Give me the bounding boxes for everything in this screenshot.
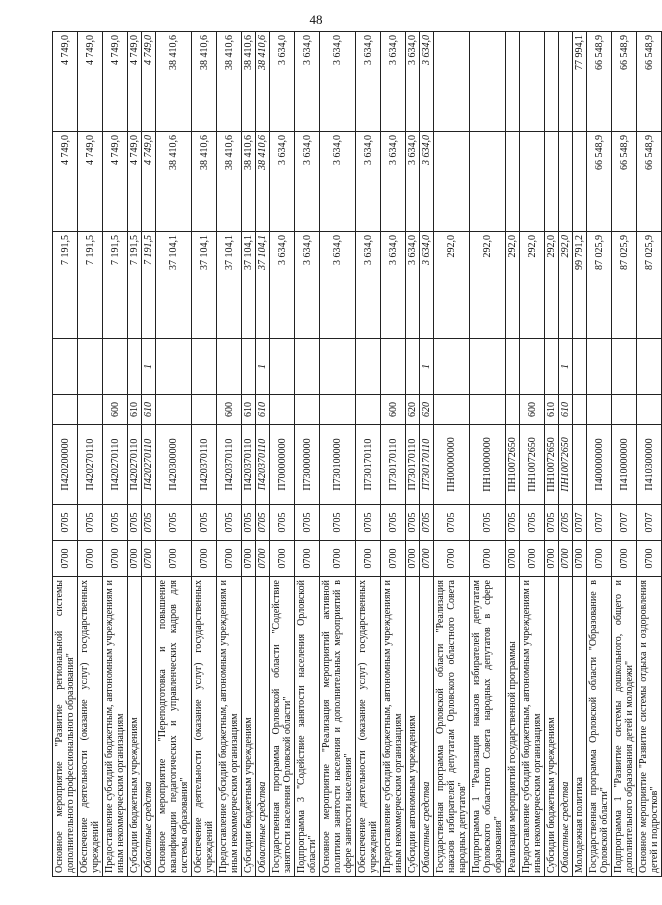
row-section-cell: 0700 xyxy=(128,541,142,577)
row-section-cell: 0700 xyxy=(295,541,320,577)
row-funding-source-cell xyxy=(53,339,78,395)
table-row xyxy=(295,32,320,877)
row-subsection-cell: 0705 xyxy=(520,505,545,541)
table-row xyxy=(406,32,420,877)
row-section-cell: 0700 xyxy=(78,541,103,577)
row-name-cell: Обеспечение деятельности (оказание услуг) государственных учреждений xyxy=(78,577,103,877)
row-expense-type-cell: 600 xyxy=(217,395,242,425)
row-section-cell: 0700 xyxy=(573,541,587,577)
row-subsection-cell: 0705 xyxy=(192,505,217,541)
row-section-cell: 0700 xyxy=(103,541,128,577)
row-subsection-cell: 0707 xyxy=(587,505,612,541)
row-expense-type-cell xyxy=(320,395,356,425)
row-subsection-cell: 0705 xyxy=(270,505,295,541)
row-section-cell: 0700 xyxy=(53,541,78,577)
row-target-article-cell: П730170110 xyxy=(406,425,420,505)
table-row xyxy=(320,32,356,877)
row-amount-1-cell: 292,0 xyxy=(506,232,520,339)
row-funding-source-cell xyxy=(406,339,420,395)
row-expense-type-cell xyxy=(192,395,217,425)
row-subsection-cell: 0705 xyxy=(470,505,506,541)
row-funding-source-cell xyxy=(103,339,128,395)
row-name-cell: Предоставление субсидий бюджетным, автономным учреждениям и иным некоммерческим организациям xyxy=(381,577,406,877)
row-amount-3-cell: 3 634,0 xyxy=(420,32,434,132)
row-amount-1-cell: 37 104,1 xyxy=(217,232,242,339)
row-section-cell: 0700 xyxy=(420,541,434,577)
row-name-cell: Государственная программа Орловской области "Образование в Орловской области" xyxy=(587,577,612,877)
row-subsection-cell: 0705 xyxy=(381,505,406,541)
row-name-cell: Основное мероприятие "Реализация мероприятий активной политики занятости населения и дополнительных мероприятий в сфере занятости населения" xyxy=(320,577,356,877)
table-row xyxy=(587,32,612,877)
row-amount-3-cell: 4 749,0 xyxy=(128,32,142,132)
row-amount-3-cell: 77 994,1 xyxy=(573,32,587,132)
row-amount-1-cell: 3 634,0 xyxy=(270,232,295,339)
row-funding-source-cell xyxy=(637,339,662,395)
row-name-cell: Реализация мероприятий государственной программы xyxy=(506,577,520,877)
row-name-cell: Областные средства xyxy=(420,577,434,877)
row-amount-3-cell xyxy=(559,32,573,132)
row-amount-1-cell: 87 025,9 xyxy=(637,232,662,339)
row-amount-1-cell: 87 025,9 xyxy=(612,232,637,339)
row-section-cell: 0700 xyxy=(434,541,470,577)
row-amount-2-cell: 38 410,6 xyxy=(192,132,217,232)
row-funding-source-cell xyxy=(78,339,103,395)
row-amount-1-cell: 292,0 xyxy=(470,232,506,339)
row-target-article-cell: ПН10072650 xyxy=(559,425,573,505)
row-amount-3-cell xyxy=(470,32,506,132)
row-expense-type-cell: 610 xyxy=(256,395,270,425)
row-subsection-cell: 0705 xyxy=(128,505,142,541)
row-amount-3-cell xyxy=(506,32,520,132)
row-target-article-cell: П410300000 xyxy=(637,425,662,505)
table-row xyxy=(434,32,470,877)
row-name-cell: Субсидии бюджетным учреждениям xyxy=(242,577,256,877)
table-row xyxy=(53,32,78,877)
row-amount-3-cell xyxy=(520,32,545,132)
row-amount-3-cell: 4 749,0 xyxy=(78,32,103,132)
row-amount-1-cell: 7 191,5 xyxy=(103,232,128,339)
budget-table-container xyxy=(52,32,660,877)
table-row xyxy=(573,32,587,877)
row-amount-2-cell: 4 749,0 xyxy=(142,132,156,232)
row-amount-2-cell: 66 548,9 xyxy=(587,132,612,232)
row-expense-type-cell: 600 xyxy=(381,395,406,425)
row-section-cell: 0700 xyxy=(381,541,406,577)
row-amount-2-cell: 66 548,9 xyxy=(637,132,662,232)
row-funding-source-cell xyxy=(217,339,242,395)
row-expense-type-cell xyxy=(156,395,192,425)
row-amount-2-cell: 66 548,9 xyxy=(612,132,637,232)
row-amount-1-cell: 3 634,0 xyxy=(320,232,356,339)
row-amount-3-cell: 38 410,6 xyxy=(242,32,256,132)
row-amount-3-cell: 4 749,0 xyxy=(53,32,78,132)
row-funding-source-cell xyxy=(434,339,470,395)
row-name-cell: Субсидии автономным учреждениям xyxy=(406,577,420,877)
row-name-cell: Субсидии бюджетным учреждениям xyxy=(128,577,142,877)
table-row xyxy=(103,32,128,877)
row-amount-2-cell: 38 410,6 xyxy=(156,132,192,232)
row-amount-1-cell: 3 634,0 xyxy=(295,232,320,339)
row-subsection-cell: 0705 xyxy=(242,505,256,541)
row-expense-type-cell xyxy=(587,395,612,425)
row-amount-3-cell: 38 410,6 xyxy=(192,32,217,132)
row-target-article-cell: П420370110 xyxy=(217,425,242,505)
row-section-cell: 0700 xyxy=(356,541,381,577)
row-amount-2-cell xyxy=(573,132,587,232)
row-subsection-cell: 0705 xyxy=(103,505,128,541)
row-section-cell: 0700 xyxy=(217,541,242,577)
row-amount-3-cell: 38 410,6 xyxy=(217,32,242,132)
row-amount-2-cell: 4 749,0 xyxy=(78,132,103,232)
row-amount-2-cell: 3 634,0 xyxy=(420,132,434,232)
row-name-cell: Подпрограмма 1 "Развитие системы дошкольного, общего и дополнительного образования детей и молодежи" xyxy=(612,577,637,877)
row-amount-3-cell xyxy=(434,32,470,132)
row-subsection-cell: 0705 xyxy=(142,505,156,541)
row-amount-2-cell: 4 749,0 xyxy=(128,132,142,232)
row-section-cell: 0700 xyxy=(142,541,156,577)
row-subsection-cell: 0707 xyxy=(637,505,662,541)
row-funding-source-cell xyxy=(587,339,612,395)
row-name-cell: Основное мероприятие "Развитие системы отдыха и оздоровления детей и подростков" xyxy=(637,577,662,877)
row-expense-type-cell xyxy=(270,395,295,425)
row-subsection-cell: 0705 xyxy=(78,505,103,541)
row-target-article-cell: П420300000 xyxy=(156,425,192,505)
row-subsection-cell: 0705 xyxy=(53,505,78,541)
row-amount-2-cell: 4 749,0 xyxy=(53,132,78,232)
row-subsection-cell: 0705 xyxy=(506,505,520,541)
row-funding-source-cell xyxy=(320,339,356,395)
row-amount-2-cell: 38 410,6 xyxy=(217,132,242,232)
row-subsection-cell: 0705 xyxy=(295,505,320,541)
row-funding-source-cell xyxy=(381,339,406,395)
table-row xyxy=(217,32,242,877)
row-amount-1-cell: 37 104,1 xyxy=(256,232,270,339)
row-amount-2-cell xyxy=(520,132,545,232)
row-section-cell: 0700 xyxy=(587,541,612,577)
row-amount-1-cell: 3 634,0 xyxy=(420,232,434,339)
row-section-cell: 0700 xyxy=(559,541,573,577)
budget-table xyxy=(52,31,662,877)
row-target-article-cell: П730170110 xyxy=(381,425,406,505)
row-name-cell: Основное мероприятие "Развитие региональной системы дополнительного профессионального образования" xyxy=(53,577,78,877)
row-amount-2-cell: 3 634,0 xyxy=(406,132,420,232)
row-amount-3-cell: 38 410,6 xyxy=(156,32,192,132)
row-amount-3-cell: 3 634,0 xyxy=(381,32,406,132)
page-number: 48 xyxy=(309,12,323,27)
row-target-article-cell: ПН00000000 xyxy=(434,425,470,505)
row-expense-type-cell xyxy=(637,395,662,425)
row-expense-type-cell: 610 xyxy=(545,395,559,425)
row-amount-1-cell: 99 791,2 xyxy=(573,232,587,339)
row-expense-type-cell xyxy=(470,395,506,425)
row-expense-type-cell xyxy=(506,395,520,425)
row-expense-type-cell xyxy=(78,395,103,425)
row-amount-1-cell: 292,0 xyxy=(520,232,545,339)
row-amount-2-cell: 38 410,6 xyxy=(256,132,270,232)
table-row xyxy=(381,32,406,877)
row-section-cell: 0700 xyxy=(256,541,270,577)
row-name-cell: Предоставление субсидий бюджетным, автономным учреждениям и иным некоммерческим организациям xyxy=(520,577,545,877)
row-section-cell: 0700 xyxy=(406,541,420,577)
row-target-article-cell: П730000000 xyxy=(295,425,320,505)
row-expense-type-cell: 610 xyxy=(128,395,142,425)
row-name-cell: Областные средства xyxy=(142,577,156,877)
row-subsection-cell: 0705 xyxy=(356,505,381,541)
row-funding-source-cell xyxy=(270,339,295,395)
row-amount-2-cell: 4 749,0 xyxy=(103,132,128,232)
row-amount-1-cell: 7 191,5 xyxy=(142,232,156,339)
row-subsection-cell: 0705 xyxy=(406,505,420,541)
row-amount-3-cell xyxy=(545,32,559,132)
row-amount-1-cell: 37 104,1 xyxy=(156,232,192,339)
row-name-cell: Субсидии бюджетным учреждениям xyxy=(545,577,559,877)
row-amount-1-cell: 292,0 xyxy=(559,232,573,339)
table-row xyxy=(470,32,506,877)
row-target-article-cell: П420200000 xyxy=(53,425,78,505)
row-funding-source-cell xyxy=(545,339,559,395)
table-row xyxy=(242,32,256,877)
row-expense-type-cell xyxy=(356,395,381,425)
row-target-article-cell: П730100000 xyxy=(320,425,356,505)
row-amount-3-cell: 66 548,9 xyxy=(612,32,637,132)
row-name-cell: Молодежная политика xyxy=(573,577,587,877)
row-amount-2-cell: 3 634,0 xyxy=(381,132,406,232)
row-amount-2-cell: 3 634,0 xyxy=(295,132,320,232)
row-subsection-cell: 0705 xyxy=(434,505,470,541)
row-target-article-cell: ПН10072650 xyxy=(545,425,559,505)
row-section-cell: 0700 xyxy=(320,541,356,577)
table-row xyxy=(612,32,637,877)
table-row xyxy=(545,32,559,877)
row-target-article-cell: ПН10072650 xyxy=(506,425,520,505)
row-amount-1-cell: 3 634,0 xyxy=(406,232,420,339)
row-expense-type-cell xyxy=(612,395,637,425)
row-amount-3-cell: 3 634,0 xyxy=(320,32,356,132)
row-target-article-cell: П420270110 xyxy=(128,425,142,505)
row-amount-1-cell: 3 634,0 xyxy=(356,232,381,339)
row-section-cell: 0700 xyxy=(242,541,256,577)
row-amount-2-cell xyxy=(470,132,506,232)
row-name-cell: Областные средства xyxy=(559,577,573,877)
row-funding-source-cell xyxy=(470,339,506,395)
row-amount-2-cell: 3 634,0 xyxy=(270,132,295,232)
row-target-article-cell: П400000000 xyxy=(587,425,612,505)
row-amount-2-cell xyxy=(545,132,559,232)
row-amount-3-cell: 3 634,0 xyxy=(406,32,420,132)
row-amount-1-cell: 87 025,9 xyxy=(587,232,612,339)
row-amount-2-cell xyxy=(506,132,520,232)
table-row xyxy=(420,32,434,877)
table-row xyxy=(156,32,192,877)
table-row xyxy=(637,32,662,877)
row-name-cell: Государственная программа Орловской области "Содействие занятости населения Орловской области" xyxy=(270,577,295,877)
row-target-article-cell: П420370110 xyxy=(242,425,256,505)
row-amount-1-cell: 3 634,0 xyxy=(381,232,406,339)
row-target-article-cell: П420370110 xyxy=(256,425,270,505)
row-subsection-cell: 0707 xyxy=(573,505,587,541)
row-amount-3-cell: 4 749,0 xyxy=(142,32,156,132)
row-amount-2-cell xyxy=(559,132,573,232)
row-amount-1-cell: 292,0 xyxy=(545,232,559,339)
row-amount-3-cell: 38 410,6 xyxy=(256,32,270,132)
row-funding-source-cell: 1 xyxy=(256,339,270,395)
row-expense-type-cell: 600 xyxy=(520,395,545,425)
row-expense-type-cell xyxy=(573,395,587,425)
row-target-article-cell: П420370110 xyxy=(192,425,217,505)
row-amount-1-cell: 37 104,1 xyxy=(242,232,256,339)
row-amount-1-cell: 7 191,5 xyxy=(128,232,142,339)
table-row xyxy=(256,32,270,877)
row-name-cell: Обеспечение деятельности (оказание услуг) государственных учреждений xyxy=(356,577,381,877)
row-target-article-cell: ПН10000000 xyxy=(470,425,506,505)
row-expense-type-cell: 620 xyxy=(420,395,434,425)
row-name-cell: Обеспечение деятельности (оказание услуг) государственных учреждений xyxy=(192,577,217,877)
row-expense-type-cell xyxy=(295,395,320,425)
row-amount-3-cell: 66 548,9 xyxy=(587,32,612,132)
row-section-cell: 0700 xyxy=(545,541,559,577)
row-amount-3-cell: 3 634,0 xyxy=(295,32,320,132)
row-name-cell: Основное мероприятие "Переподготовка и повышение квалификации педагогических и управленческих кадров для системы образования" xyxy=(156,577,192,877)
row-target-article-cell: П420270110 xyxy=(103,425,128,505)
row-amount-3-cell: 3 634,0 xyxy=(270,32,295,132)
table-row xyxy=(192,32,217,877)
row-section-cell: 0700 xyxy=(470,541,506,577)
row-target-article-cell: П730170110 xyxy=(356,425,381,505)
table-row xyxy=(506,32,520,877)
row-amount-1-cell: 292,0 xyxy=(434,232,470,339)
row-subsection-cell: 0705 xyxy=(256,505,270,541)
row-name-cell: Предоставление субсидий бюджетным, автономным учреждениям и иным некоммерческим организациям xyxy=(217,577,242,877)
row-section-cell: 0700 xyxy=(156,541,192,577)
row-funding-source-cell xyxy=(520,339,545,395)
row-funding-source-cell xyxy=(156,339,192,395)
row-target-article-cell xyxy=(573,425,587,505)
row-subsection-cell: 0705 xyxy=(420,505,434,541)
row-funding-source-cell xyxy=(573,339,587,395)
table-row xyxy=(559,32,573,877)
table-row xyxy=(270,32,295,877)
table-row xyxy=(142,32,156,877)
row-amount-3-cell: 66 548,9 xyxy=(637,32,662,132)
row-section-cell: 0700 xyxy=(637,541,662,577)
row-expense-type-cell xyxy=(434,395,470,425)
row-funding-source-cell: 1 xyxy=(559,339,573,395)
row-expense-type-cell xyxy=(53,395,78,425)
row-section-cell: 0700 xyxy=(520,541,545,577)
row-amount-2-cell: 3 634,0 xyxy=(356,132,381,232)
row-section-cell: 0700 xyxy=(270,541,295,577)
row-subsection-cell: 0705 xyxy=(545,505,559,541)
row-funding-source-cell xyxy=(356,339,381,395)
row-name-cell: Государственная программа Орловской области "Реализация наказов избирателей депутатам Орловского областного Совета народных депутатов" xyxy=(434,577,470,877)
row-target-article-cell: П700000000 xyxy=(270,425,295,505)
row-target-article-cell: П420270110 xyxy=(142,425,156,505)
row-funding-source-cell: 1 xyxy=(142,339,156,395)
table-row xyxy=(128,32,142,877)
row-amount-3-cell: 4 749,0 xyxy=(103,32,128,132)
table-body xyxy=(53,32,662,877)
row-amount-2-cell: 3 634,0 xyxy=(320,132,356,232)
row-amount-1-cell: 37 104,1 xyxy=(192,232,217,339)
row-expense-type-cell: 620 xyxy=(406,395,420,425)
row-funding-source-cell xyxy=(612,339,637,395)
row-amount-1-cell: 7 191,5 xyxy=(53,232,78,339)
row-expense-type-cell: 610 xyxy=(242,395,256,425)
row-subsection-cell: 0705 xyxy=(156,505,192,541)
row-amount-2-cell: 38 410,6 xyxy=(242,132,256,232)
row-expense-type-cell: 610 xyxy=(142,395,156,425)
row-section-cell: 0700 xyxy=(612,541,637,577)
row-amount-1-cell: 7 191,5 xyxy=(78,232,103,339)
row-target-article-cell: П730170110 xyxy=(420,425,434,505)
row-subsection-cell: 0705 xyxy=(217,505,242,541)
row-funding-source-cell xyxy=(128,339,142,395)
row-name-cell: Подпрограмма 3 "Содействие занятости населения Орловской области" xyxy=(295,577,320,877)
row-name-cell: Подпрограмма 1 "Реализация наказов избирателей депутатам Орловского областного Совета народных депутатов в сфере образования" xyxy=(470,577,506,877)
row-expense-type-cell: 600 xyxy=(103,395,128,425)
row-funding-source-cell: 1 xyxy=(420,339,434,395)
row-funding-source-cell xyxy=(192,339,217,395)
row-section-cell: 0700 xyxy=(192,541,217,577)
row-section-cell: 0700 xyxy=(506,541,520,577)
row-funding-source-cell xyxy=(295,339,320,395)
row-target-article-cell: П410000000 xyxy=(612,425,637,505)
row-subsection-cell: 0705 xyxy=(320,505,356,541)
row-target-article-cell: П420270110 xyxy=(78,425,103,505)
row-subsection-cell: 0705 xyxy=(559,505,573,541)
table-row xyxy=(356,32,381,877)
table-row xyxy=(520,32,545,877)
row-amount-2-cell xyxy=(434,132,470,232)
row-name-cell: Предоставление субсидий бюджетным, автономным учреждениям и иным некоммерческим организациям xyxy=(103,577,128,877)
row-subsection-cell: 0707 xyxy=(612,505,637,541)
row-amount-3-cell: 3 634,0 xyxy=(356,32,381,132)
row-funding-source-cell xyxy=(242,339,256,395)
row-funding-source-cell xyxy=(506,339,520,395)
row-name-cell: Областные средства xyxy=(256,577,270,877)
table-row xyxy=(78,32,103,877)
row-expense-type-cell: 610 xyxy=(559,395,573,425)
row-target-article-cell: ПН10072650 xyxy=(520,425,545,505)
